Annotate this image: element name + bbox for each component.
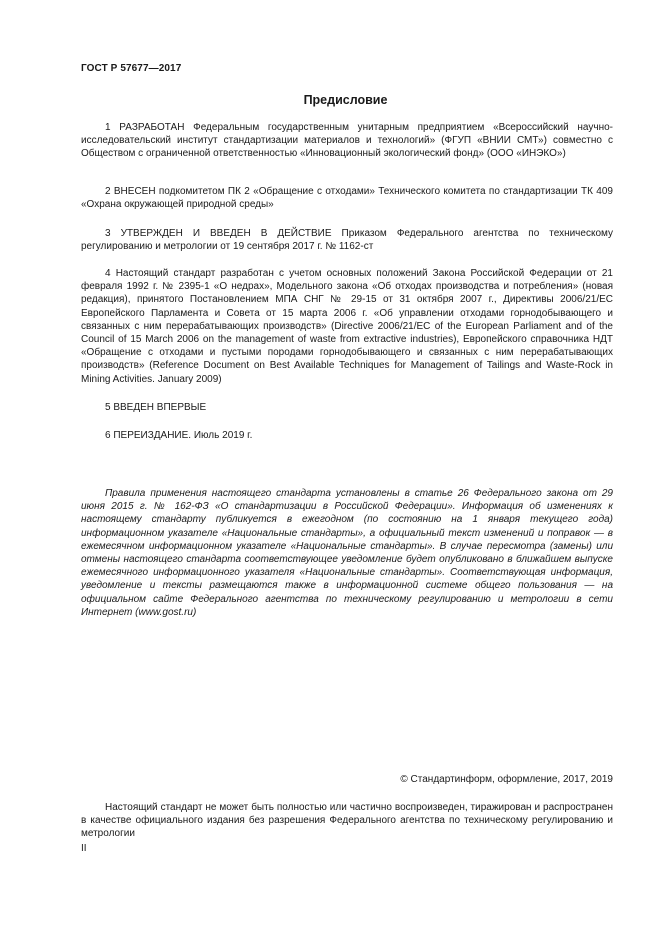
paragraph-approved: 3 УТВЕРЖДЕН И ВВЕДЕН В ДЕЙСТВИЕ Приказом Федерального агентства по техническому регулированию и метрологии от 19 сентября 2017 г. № 1162-ст	[81, 228, 613, 253]
reproduction-notice: Настоящий стандарт не может быть полностью или частично воспроизведен, тиражирован и распространен в качестве официального издания без разрешения Федерального агентства по техническому регулированию и метрологии	[81, 802, 613, 840]
paragraph-first-introduced: 5 ВВЕДЕН ВПЕРВЫЕ	[105, 402, 207, 413]
section-title-text: Предисловие	[303, 93, 388, 107]
copyright-line: © Стандартинформ, оформление, 2017, 2019	[400, 774, 613, 785]
paragraph-introduced-by: 2 ВНЕСЕН подкомитетом ПК 2 «Обращение с отходами» Технического комитета по стандартизации ТК 409 «Охрана окружающей природной среды»	[81, 186, 613, 211]
page-number: II	[81, 843, 87, 854]
section-title	[0, 93, 661, 107]
paragraph-reissue: 6 ПЕРЕИЗДАНИЕ. Июль 2019 г.	[105, 430, 253, 441]
standard-id-header: ГОСТ Р 57677—2017	[81, 63, 182, 74]
application-rules-notice: Правила применения настоящего стандарта установлены в статье 26 Федерального закона от 29 июня 2015 г. № 162-ФЗ «О стандартизации в Российской Федерации». Информация об изменениях к настоящему стандарту публикуется в ежегодном (по состоянию на 1 января текущего года) информационном указателе «Национальные стандарты», а официальный текст изменений и поправок — в ежемесячном информационном указателе «Национальные стандарты». В случае пересмотра (замены) или отмены настоящего стандарта соответствующее уведомление будет опубликовано в ближайшем выпуске ежемесячного информационного указателя «Национальные стандарты». Соответствующая информация, уведомление и тексты размещаются также в информационной системе общего пользования — на официальном сайте Федерального агентства по техническому регулированию и метрологии в сети Интернет (www.gost.ru)	[81, 488, 613, 618]
paragraph-developed-by: 1 РАЗРАБОТАН Федеральным государственным унитарным предприятием «Всероссийский научно-исследовательский институт стандартизации материалов и технологий» (ФГУП «ВНИИ СМТ») совместно с Обществом с ограниченной ответственностью «Инновационный экологический фонд» (ООО «ИНЭКО»)	[81, 122, 613, 160]
paragraph-basis: 4 Настоящий стандарт разработан с учетом основных положений Закона Российской Федерации от 21 февраля 1992 г. № 2395-1 «О недрах», Модельного закона «Об отходах производства и потребления» (новая редакция), принятого Постановлением МПА СНГ № 29-15 от 31 октября 2007 г., Директивы 2006/21/ЕС Европейского Парламента и Совета от 15 марта 2006 г. «Об управлении отходами горнодобывающего и связанных с ним перерабатывающих производств» (Directive 2006/21/EC of the European Parliament and of the Council of 15 March 2006 on the management of waste from extractive industries), Европейского справочника НДТ «Обращение с отходами и пустыми породами горнодобывающего и связанных с ним перерабатывающих производств» (Reference Document on Best Available Techniques for Management of Tailings and Waste-Rock in Mining Activities. January 2009)	[81, 268, 613, 385]
